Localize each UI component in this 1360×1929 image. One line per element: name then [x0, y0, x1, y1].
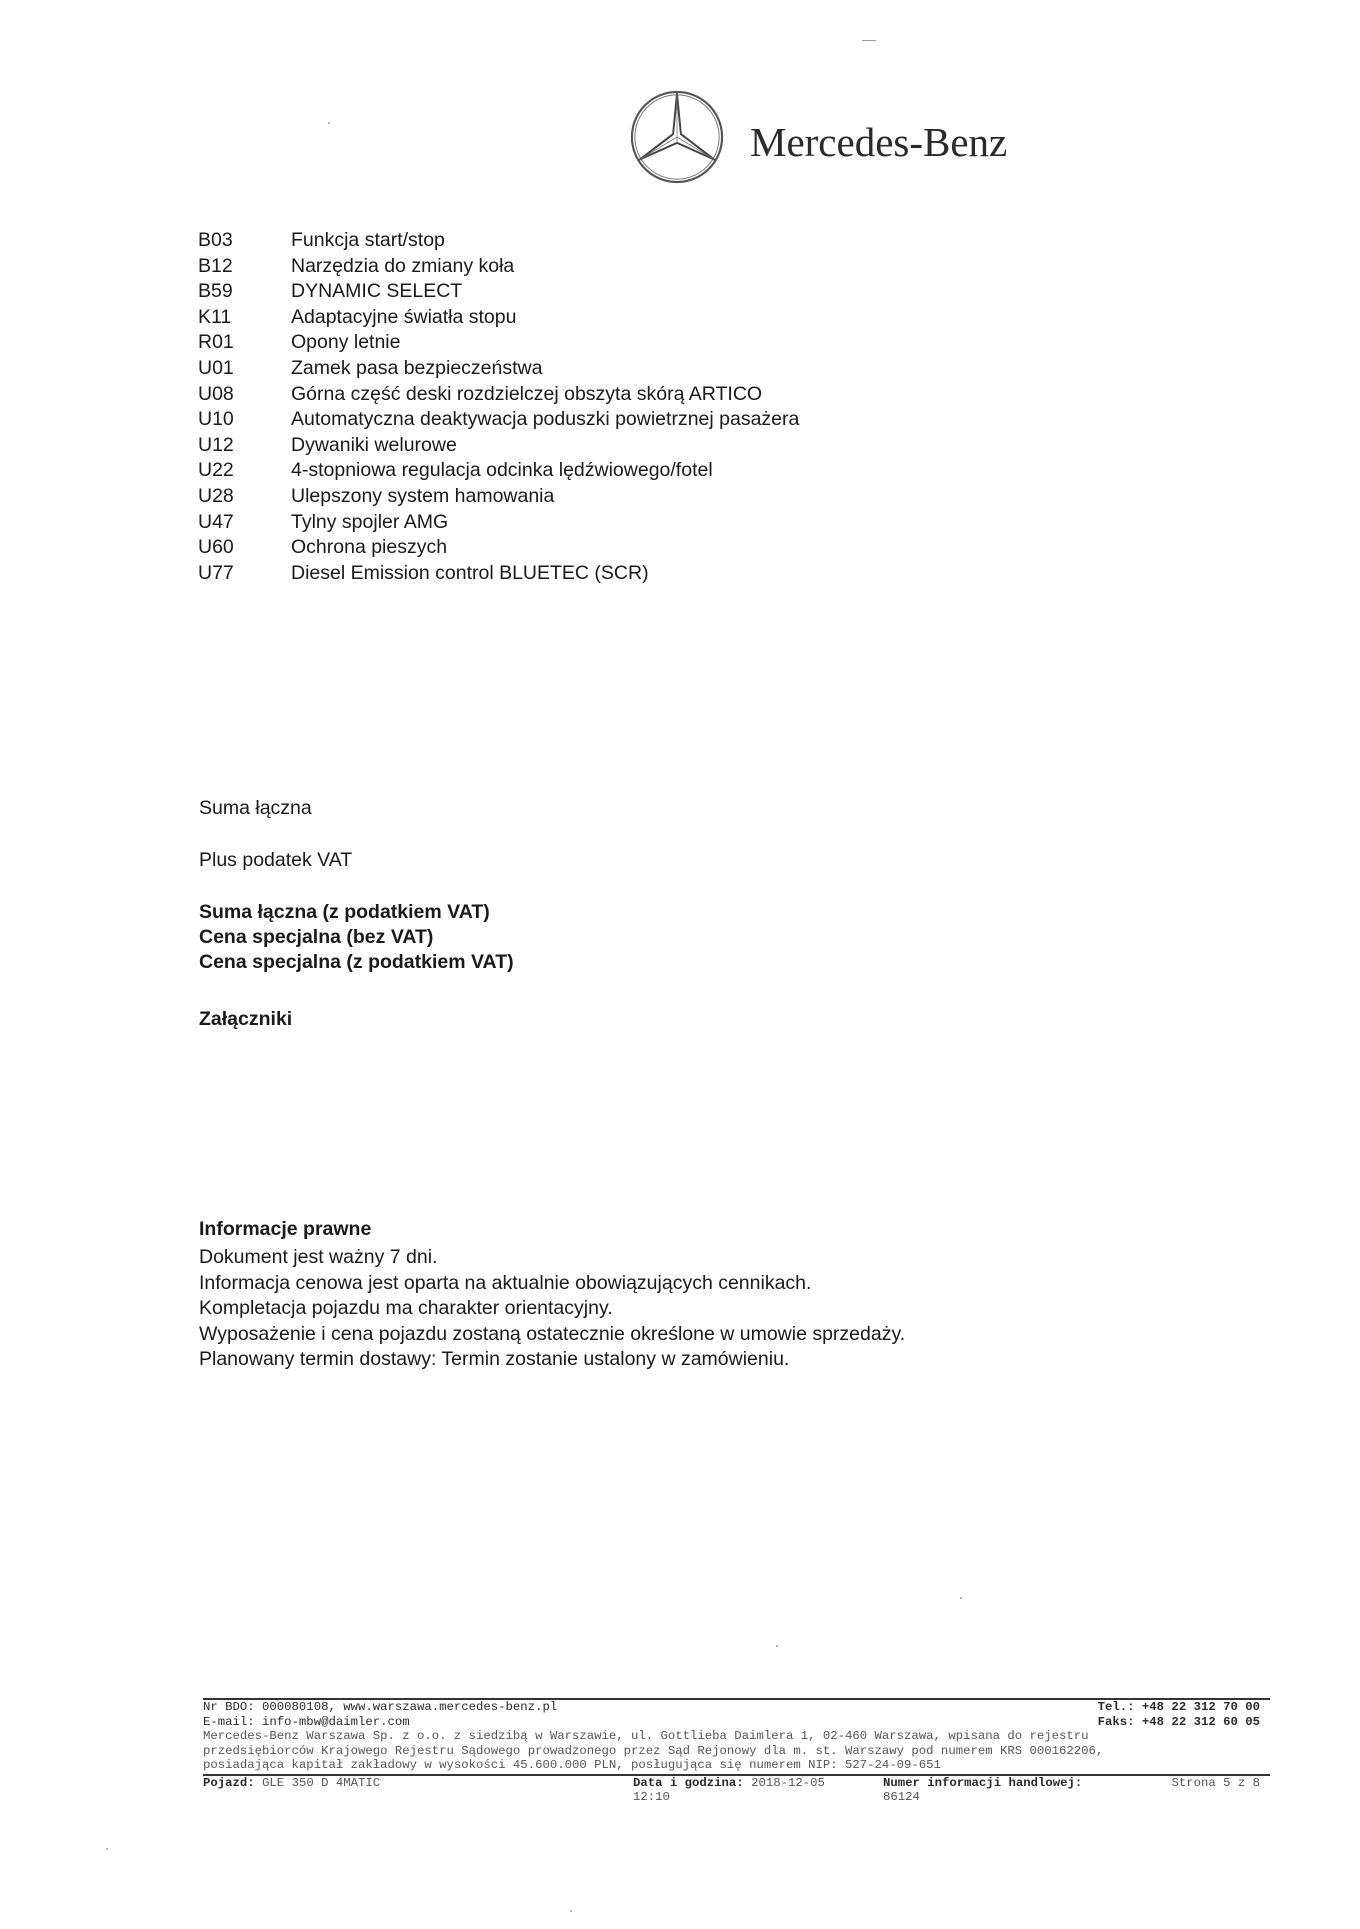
option-row	[198, 561, 998, 587]
total-with-vat-label: Suma łączna (z podatkiem VAT)	[199, 901, 490, 923]
option-row	[198, 484, 998, 510]
option-description: Automatyczna deaktywacja poduszki powietrznej pasażera	[291, 408, 800, 431]
special-price-net-label: Cena specjalna (bez VAT)	[199, 926, 434, 948]
document-footer	[203, 1698, 1270, 1806]
option-code: U01	[198, 356, 234, 379]
option-row	[198, 407, 998, 433]
footer-phone: Tel.: +48 22 312 70 00	[1097, 1700, 1260, 1714]
mercedes-star-icon	[628, 88, 726, 186]
option-row	[198, 433, 998, 459]
total-sum-label: Suma łączna	[199, 797, 312, 819]
info-number-value: 86124	[883, 1790, 920, 1804]
datetime-label: Data i godzina:	[633, 1775, 744, 1790]
option-code: U60	[198, 536, 234, 559]
option-description: Dywaniki welurowe	[291, 433, 457, 456]
option-row	[198, 535, 998, 561]
option-code: U08	[198, 382, 234, 405]
option-code: K11	[198, 305, 232, 328]
option-code: U22	[198, 459, 234, 482]
footer-company-line: Mercedes-Benz Warszawa Sp. z o.o. z siedzibą w Warszawie, ul. Gottlieba Daimlera 1, 02-460 Warszawa, wpisana do rejestru	[203, 1729, 1089, 1743]
option-code: B59	[198, 280, 233, 303]
option-row	[198, 330, 998, 356]
option-code: U12	[198, 433, 234, 456]
footer-bdo: Nr BDO: 000080108, www.warszawa.mercedes-benz.pl	[203, 1700, 558, 1714]
option-row	[198, 510, 998, 536]
attachments-label: Załączniki	[199, 1008, 293, 1030]
option-description: Zamek pasa bezpieczeństwa	[291, 356, 543, 379]
option-code: U47	[198, 510, 234, 533]
option-row	[198, 305, 998, 331]
option-code: B03	[198, 229, 233, 251]
options-list	[198, 228, 998, 586]
option-code: U77	[198, 561, 234, 584]
option-description: Tylny spojler AMG	[291, 510, 449, 533]
option-row	[198, 382, 998, 408]
brand-logo	[628, 88, 1048, 188]
vat-label: Plus podatek VAT	[199, 849, 353, 871]
option-description: Funkcja start/stop	[291, 229, 445, 251]
option-description: Ochrona pieszych	[291, 536, 448, 559]
legal-line: Kompletacja pojazdu ma charakter orientacyjny.	[199, 1297, 613, 1319]
footer-company-line: posiadająca kapitał zakładowy w wysokości 45.600.000 PLN, posługująca się numerem NIP: 527-24-09-651	[203, 1758, 941, 1772]
option-row	[198, 458, 998, 484]
option-row	[198, 228, 998, 254]
legal-line: Dokument jest ważny 7 dni.	[199, 1246, 438, 1268]
option-description: Diesel Emission control BLUETEC (SCR)	[291, 561, 649, 584]
footer-company-line: przedsiębiorców Krajowego Rejestru Sądowego prowadzonego przez Sąd Rejonowy dla m. st. Warszawy pod numerem KRS 000162206,	[203, 1743, 1104, 1758]
option-description: Adaptacyjne światła stopu	[291, 305, 517, 328]
option-code: B12	[198, 254, 233, 277]
option-description: DYNAMIC SELECT	[291, 280, 463, 303]
option-description: Opony letnie	[291, 331, 401, 354]
time-value: 12:10	[633, 1790, 670, 1804]
legal-line: Planowany termin dostawy: Termin zostanie ustalony w zamówieniu.	[199, 1348, 790, 1370]
option-code: R01	[198, 331, 234, 354]
legal-heading: Informacje prawne	[199, 1218, 372, 1240]
vehicle-value: GLE 350 D 4MATIC	[262, 1775, 381, 1790]
legal-line: Wyposażenie i cena pojazdu zostaną ostatecznie określone w umowie sprzedaży.	[199, 1322, 906, 1345]
option-row	[198, 254, 998, 280]
option-description: 4-stopniowa regulacja odcinka lędźwiowego/fotel	[291, 459, 713, 482]
option-row	[198, 279, 998, 305]
footer-fax: Faks: +48 22 312 60 05	[1097, 1714, 1260, 1729]
date-value: 2018-12-05	[751, 1775, 825, 1790]
legal-text	[199, 1245, 905, 1373]
page-number: Strona 5 z 8	[1171, 1775, 1260, 1790]
footer-email: E-mail: info-mbw@daimler.com	[203, 1714, 410, 1729]
legal-line: Informacja cenowa jest oparta na aktualnie obowiązujących cennikach.	[199, 1271, 812, 1294]
option-description: Narzędzia do zmiany koła	[291, 254, 515, 277]
option-code: U10	[198, 408, 234, 431]
option-code: U28	[198, 484, 234, 507]
option-description: Ulepszony system hamowania	[291, 484, 555, 507]
option-row	[198, 356, 998, 382]
brand-name: Mercedes-Benz	[750, 119, 1008, 165]
special-price-gross-label: Cena specjalna (z podatkiem VAT)	[199, 951, 514, 973]
vehicle-label: Pojazd:	[203, 1775, 255, 1790]
option-description: Górna część deski rozdzielczej obszyta skórą ARTICO	[291, 382, 763, 405]
info-number-label: Numer informacji handlowej:	[883, 1775, 1083, 1790]
